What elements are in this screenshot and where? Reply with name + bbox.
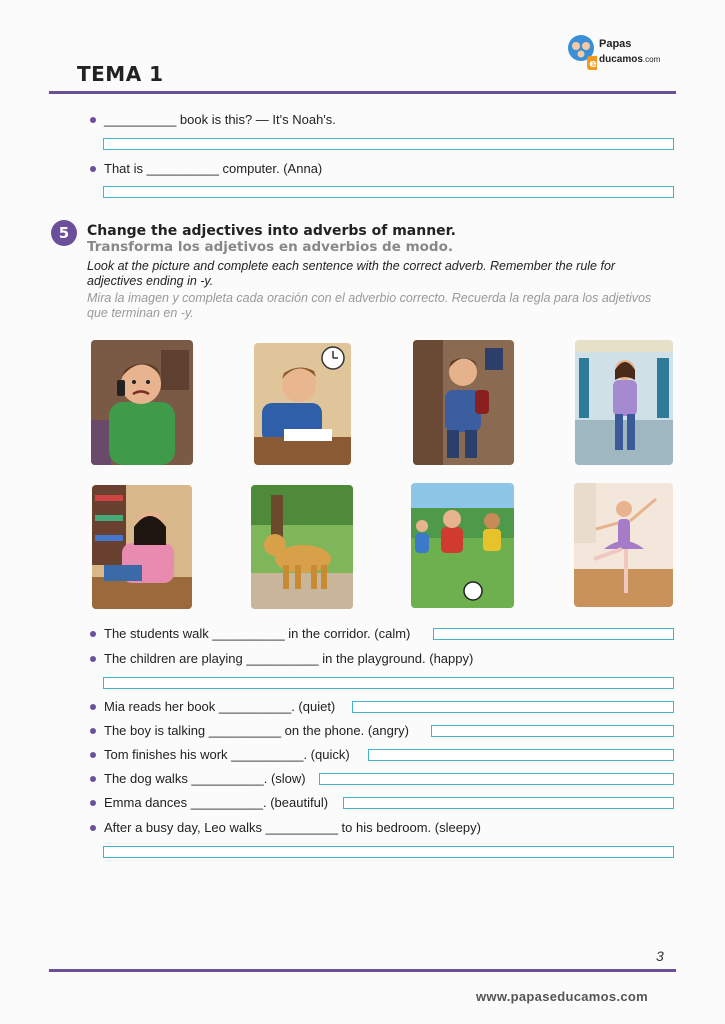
family-logo-icon: [565, 34, 597, 72]
bullet-icon: [90, 776, 96, 782]
bullet-icon: [90, 752, 96, 758]
children-playing-football-picture: [411, 483, 514, 608]
bullet-icon: [90, 166, 96, 172]
bullet-icon: [90, 704, 96, 710]
boy-writing-picture: [254, 343, 351, 465]
girl-walking-corridor-picture: [575, 340, 673, 465]
page-number: 3: [656, 948, 664, 964]
logo-text-bottom: ducamos.com: [599, 54, 661, 65]
logo-text-top: Papas: [599, 38, 632, 50]
website-link[interactable]: www.papaseducamos.com: [476, 989, 648, 1004]
sentence-text: Mia reads her book __________. (quiet): [104, 699, 336, 714]
dog-walking-picture: [251, 485, 353, 609]
footer-divider: [49, 969, 676, 972]
answer-box[interactable]: [103, 677, 674, 689]
answer-box[interactable]: [343, 797, 674, 809]
answer-box[interactable]: [433, 628, 674, 640]
bullet-icon: [90, 656, 96, 662]
exercise-title-spanish: Transforma los adjetivos en adverbios de modo.: [87, 239, 453, 255]
answer-box[interactable]: [103, 846, 674, 858]
header-divider: [49, 91, 676, 94]
answer-box[interactable]: [368, 749, 674, 761]
answer-box[interactable]: [431, 725, 674, 737]
answer-box[interactable]: [319, 773, 674, 785]
sentence-text: The boy is talking __________ on the phone. (angry): [104, 723, 409, 738]
sentence-text: The children are playing __________ in the playground. (happy): [104, 651, 474, 666]
sentence-text: Tom finishes his work __________. (quick): [104, 747, 350, 762]
bullet-icon: [90, 728, 96, 734]
exercise-title-english: Change the adjectives into adverbs of manner.: [87, 223, 456, 239]
exercise-number-badge: 5: [51, 220, 77, 246]
sentence-text: After a busy day, Leo walks __________ to his bedroom. (sleepy): [104, 820, 481, 835]
sentence-text: Emma dances __________. (beautiful): [104, 795, 329, 810]
sentence-text: The dog walks __________. (slow): [104, 771, 306, 786]
bullet-icon: [90, 825, 96, 831]
bullet-icon: [90, 631, 96, 637]
sentence-text: __________ book is this? — It's Noah's.: [104, 112, 336, 127]
sentence-text: The students walk __________ in the corridor. (calm): [104, 626, 411, 641]
bullet-icon: [90, 800, 96, 806]
sentence-text: That is __________ computer. (Anna): [104, 161, 323, 176]
instructions-spanish: Mira la imagen y completa cada oración con el adverbio correcto. Recuerda la regla para los adjetivos que terminan en -y.: [87, 291, 652, 320]
sleepy-boy-walking-picture: [413, 340, 514, 465]
angry-boy-phone-picture: [91, 340, 193, 465]
svg-text:e: e: [589, 57, 597, 70]
page-title: TEMA 1: [77, 62, 164, 86]
answer-box[interactable]: [103, 138, 674, 150]
girl-dancing-ballet-picture: [574, 483, 673, 607]
brand-logo: [565, 34, 680, 74]
bullet-icon: [90, 117, 96, 123]
instructions-english: Look at the picture and complete each sentence with the correct adverb. Remember the rule for adjectives ending in -y.: [87, 259, 616, 288]
girl-reading-picture: [92, 485, 192, 609]
answer-box[interactable]: [352, 701, 674, 713]
answer-box[interactable]: [103, 186, 674, 198]
